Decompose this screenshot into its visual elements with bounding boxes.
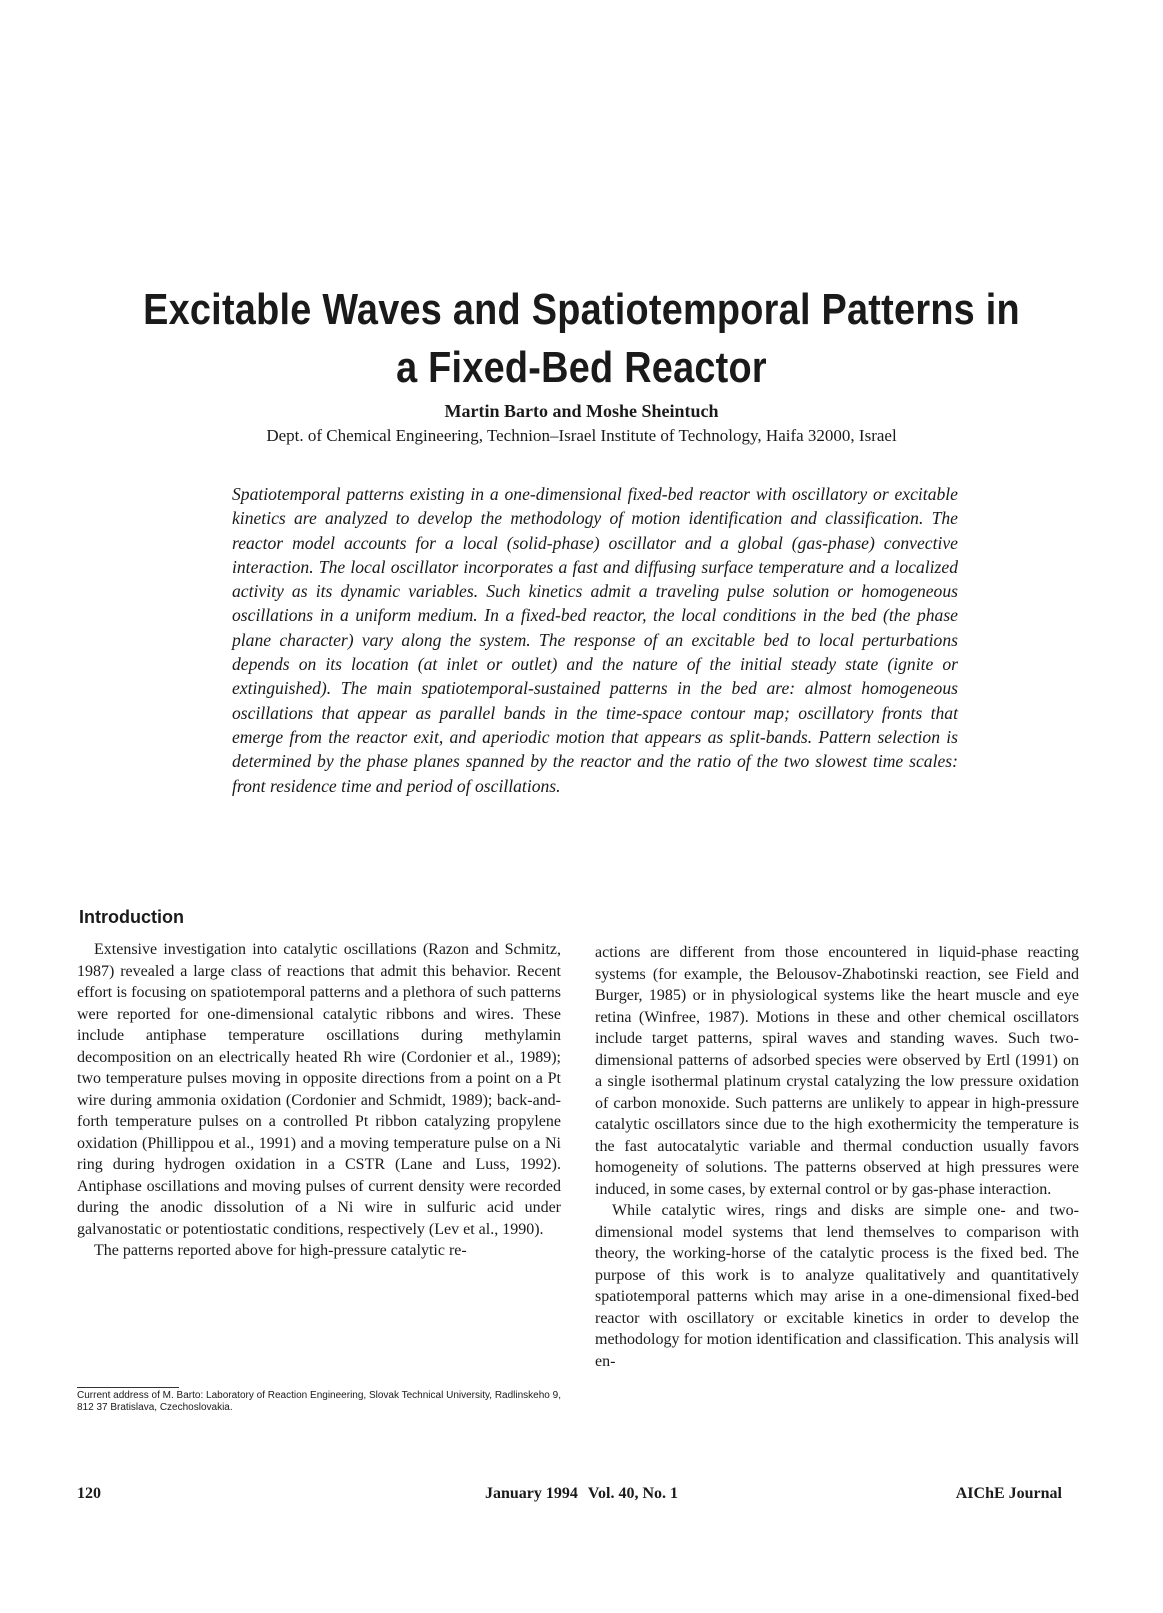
body-paragraph: The patterns reported above for high-pressure catalytic re- <box>94 1242 467 1259</box>
body-paragraph: While catalytic wires, rings and disks are simple one- and two-dimensional model systems that lend themselves to comparison with theory, the working-horse of the catalytic process is the fixed bed. The purpose of this work is to analyze qualitatively and quantitatively spatiotemporal patterns which may arise in a one-dimensional fixed-bed reactor with oscillatory or excitable kinetics in order to develop the methodology for motion identification and classification. This analysis will en- <box>595 1202 1079 1370</box>
authors: Martin Barto and Moshe Sheintuch <box>444 401 719 421</box>
affiliation: Dept. of Chemical Engineering, Technion–Israel Institute of Technology, Haifa 32000, Israel <box>266 426 897 445</box>
journal-name: AIChE Journal <box>955 1485 1062 1502</box>
issue-volume: Vol. 40, No. 1 <box>587 1485 678 1502</box>
issue-date: January 1994 <box>485 1485 578 1502</box>
paper-title: Excitable Waves and Spatiotemporal Patterns in a Fixed-Bed Reactor <box>143 285 1020 393</box>
footnote-divider <box>77 1387 179 1388</box>
footnote: Current address of M. Barto: Laboratory of Reaction Engineering, Slovak Technical University, Radlinskeho 9, 812 37 Bratislava, Czechoslovakia. <box>77 1390 561 1413</box>
body-paragraph: Extensive investigation into catalytic oscillations (Razon and Schmitz, 1987) revealed a large class of reactions that admit this behavior. Recent effort is focusing on spatiotemporal patterns and a plethora of such patterns were reported for one-dimensional catalytic ribbons and wires. These include antiphase temperature oscillations during methylamin decomposition on an electrically heated Rh wire (Cordonier et al., 1989); two temperature pulses moving in opposite directions from a point on a Pt wire during ammonia oxidation (Cordonier and Schmidt, 1989); back-and-forth temperature pulses on a controlled Pt ribbon catalyzing propylene oxidation (Phillippou et al., 1991) and a moving temperature pulse on a Ni ring during hydrogen oxidation in a CSTR (Lane and Luss, 1992). Antiphase oscillations and moving pulses of current density were recorded during the anodic dissolution of a Ni wire in sulfuric acid under galvanostatic or potentiostatic conditions, respectively (Lev et al., 1990). <box>77 941 561 1238</box>
section-heading-introduction: Introduction <box>79 907 184 927</box>
right-column <box>595 942 1079 1372</box>
body-paragraph: actions are different from those encountered in liquid-phase reacting systems (for example, the Belousov-Zhabotinski reaction, see Field and Burger, 1985) or in physiological systems like the heart muscle and eye retina (Winfree, 1987). Motions in these and other chemical oscillators include target patterns, spiral waves and standing waves. Such two-dimensional patterns of adsorbed species were observed by Ertl (1991) on a single isothermal platinum crystal catalyzing the low pressure oxidation of carbon monoxide. Such patterns are unlikely to appear in high-pressure catalytic oscillators since due to the high exothermicity the temperature is the fast autocatalytic variable and thermal conduction usually favors homogeneity of solutions. The patterns observed at high pressures were induced, in some cases, by external control or by gas-phase interaction. <box>595 944 1079 1198</box>
left-column <box>77 939 561 1262</box>
page-number: 120 <box>77 1485 101 1502</box>
abstract: Spatiotemporal patterns existing in a one-dimensional fixed-bed reactor with oscillatory or excitable kinetics are analyzed to develop the methodology of motion identification and classification. The reactor model accounts for a local (solid-phase) oscillator and a global (gas-phase) convective interaction. The local oscillator incorporates a fast and diffusing surface temperature and a localized activity as its dynamic variables. Such kinetics admit a traveling pulse solution or homogeneous oscillations in a uniform medium. In a fixed-bed reactor, the local conditions in the bed (the phase plane character) vary along the system. The response of an excitable bed to local perturbations depends on its location (at inlet or outlet) and the nature of the initial steady state (ignite or extinguished). The main spatiotemporal-sustained patterns in the bed are: almost homogeneous oscillations that appear as parallel bands in the time-space contour map; oscillatory fronts that emerge from the reactor exit, and aperiodic motion that appears as split-bands. Pattern selection is determined by the phase planes spanned by the reactor and the ratio of the two slowest time scales: front residence time and period of oscillations. <box>232 484 958 796</box>
